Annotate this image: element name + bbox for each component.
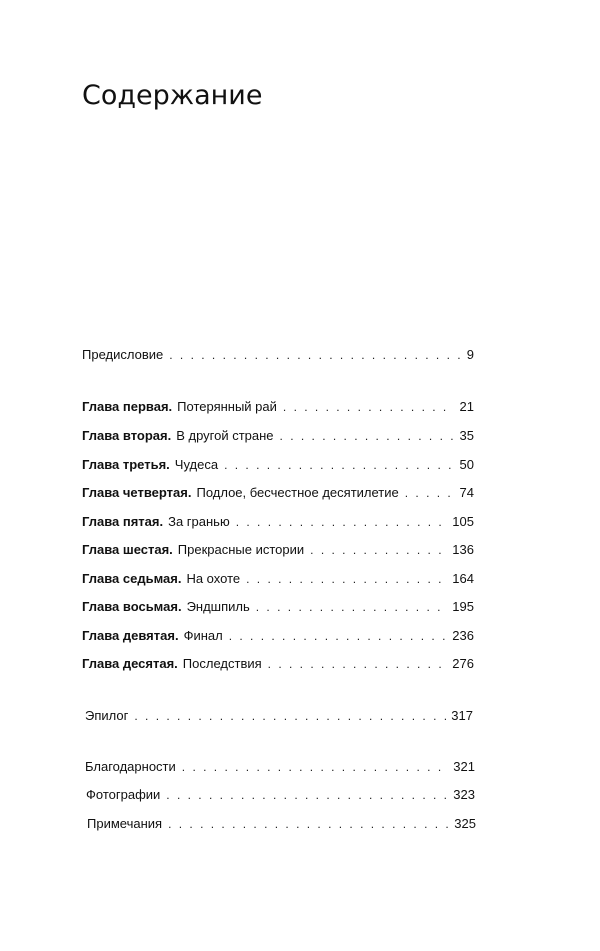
toc-dot-leader: [246, 572, 446, 586]
toc-label: На охоте: [186, 571, 241, 586]
toc-chapter-prefix: Глава десятая.: [82, 656, 178, 671]
toc-dot-leader: [166, 788, 447, 802]
toc-row-chapter-7[interactable]: [82, 571, 474, 589]
toc-label: Потерянный рай: [177, 399, 277, 414]
toc-page-number: 195: [452, 599, 474, 614]
toc-chapter-prefix: Глава седьмая.: [82, 571, 182, 586]
page-title: Содержание: [82, 80, 263, 111]
toc-label: Эндшпиль: [186, 599, 250, 614]
toc-chapter-prefix: Глава шестая.: [82, 542, 173, 557]
toc-row-chapter-4[interactable]: [82, 485, 474, 503]
toc-row-chapter-2[interactable]: [82, 428, 474, 446]
toc-chapter-prefix: Глава третья.: [82, 457, 170, 472]
toc-chapter-prefix: Глава четвертая.: [82, 485, 192, 500]
toc-row-chapter-6[interactable]: [82, 542, 474, 560]
toc-chapter-prefix: Глава восьмая.: [82, 599, 182, 614]
toc-dot-leader: [405, 486, 454, 500]
toc-label: Примечания: [87, 816, 163, 831]
toc-chapter-prefix: Глава первая.: [82, 399, 173, 414]
toc-dot-leader: [229, 629, 447, 643]
toc-dot-leader: [182, 760, 448, 774]
toc-page-number: 136: [452, 542, 474, 557]
toc-dot-leader: [310, 543, 446, 557]
toc-page-number: 325: [454, 816, 476, 831]
toc-label: Прекрасные истории: [177, 542, 305, 557]
toc-label: Фотографии: [86, 787, 161, 802]
toc-page-number: 323: [453, 787, 475, 802]
toc-chapter-prefix: Глава пятая.: [82, 514, 164, 529]
toc-row-chapter-1[interactable]: [82, 399, 474, 417]
toc-row-notes[interactable]: [87, 816, 476, 834]
toc-page-number: 35: [459, 428, 474, 443]
toc-page-number: 105: [452, 514, 474, 529]
toc-page-number: 21: [459, 399, 474, 414]
toc-row-chapter-3[interactable]: [82, 457, 474, 475]
toc-page-number: 317: [451, 708, 473, 723]
toc-dot-leader: [268, 657, 447, 671]
toc-label: Подлое, бесчестное десятилетие: [196, 485, 399, 500]
toc-row-acknowledgments[interactable]: [85, 759, 475, 777]
toc-chapter-prefix: Глава девятая.: [82, 628, 179, 643]
toc-dot-leader: [169, 348, 461, 362]
toc-page-number: 50: [459, 457, 474, 472]
toc-label: За гранью: [168, 514, 230, 529]
toc-page-number: 9: [466, 347, 474, 362]
toc-page-number: 236: [452, 628, 474, 643]
toc-label: В другой стране: [176, 428, 274, 443]
toc-row-preface[interactable]: [82, 347, 474, 365]
toc-row-photos[interactable]: [86, 787, 475, 805]
toc-page-number: 164: [452, 571, 474, 586]
toc-row-chapter-8[interactable]: [82, 599, 474, 617]
toc-label: Предисловие: [82, 347, 164, 362]
toc-label: Эпилог: [85, 708, 129, 723]
toc-row-chapter-10[interactable]: [82, 656, 474, 674]
toc-page-number: 276: [452, 656, 474, 671]
toc-dot-leader: [256, 600, 447, 614]
toc-label: Последствия: [182, 656, 262, 671]
toc-row-epilogue[interactable]: [85, 708, 473, 726]
toc-chapter-prefix: Глава вторая.: [82, 428, 172, 443]
toc-dot-leader: [280, 429, 454, 443]
toc-row-chapter-5[interactable]: [82, 514, 474, 532]
toc-dot-leader: [224, 458, 453, 472]
toc-label: Финал: [183, 628, 223, 643]
toc-dot-leader: [283, 400, 454, 414]
toc-dot-leader: [134, 709, 450, 723]
toc-page-number: 321: [453, 759, 475, 774]
toc-dot-leader: [236, 515, 447, 529]
toc-label: Чудеса: [174, 457, 219, 472]
toc-dot-leader: [168, 817, 448, 831]
toc-row-chapter-9[interactable]: [82, 628, 474, 646]
toc-label: Благодарности: [85, 759, 176, 774]
toc-page-number: 74: [459, 485, 474, 500]
